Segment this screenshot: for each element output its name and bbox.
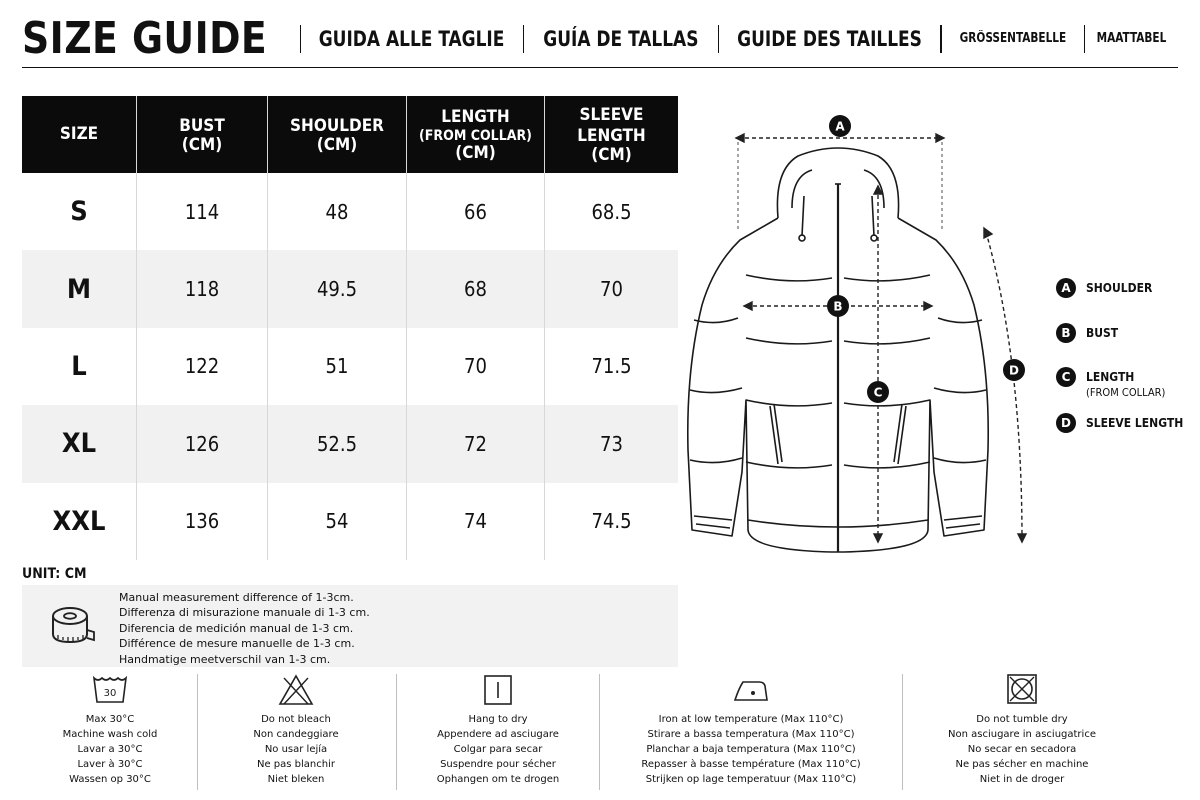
measurement-note (22, 585, 678, 667)
care-line: No secar en secadora (967, 744, 1077, 755)
size-cell: S (22, 173, 137, 250)
care-bleach (214, 672, 378, 792)
care-wash (40, 672, 180, 792)
legend-label: SHOULDER (1086, 281, 1153, 295)
care-line: Ne pas sécher en machine (955, 759, 1089, 770)
care-line: Niet bleken (267, 774, 325, 785)
legend-item (1056, 367, 1165, 400)
care-line: Max 30°C (85, 714, 135, 725)
value-cell: 52.5 (268, 405, 407, 482)
size-cell: XL (22, 405, 137, 482)
care-line: Repasser à basse température (Max 110°C) (641, 759, 861, 770)
value-cell: 68.5 (591, 199, 632, 224)
care-line: Non asciugare in asciugatrice (948, 729, 1096, 740)
divider (940, 25, 941, 53)
value-cell: 118 (137, 250, 268, 327)
diagram-markers (827, 115, 1025, 403)
title-french: GUIDE DES TAILLES (737, 26, 923, 51)
unit-label: UNIT: CM (22, 566, 87, 582)
header (22, 10, 1178, 68)
svg-text:A: A (835, 119, 845, 134)
divider (523, 25, 524, 53)
header-bust: BUST (CM) (137, 96, 268, 173)
value-cell: 72 (407, 405, 545, 482)
note-line: Handmatige meetverschil van 1-3 cm. (119, 652, 331, 666)
table-row (22, 173, 678, 250)
care-line: Colgar para secar (453, 744, 543, 755)
value-cell: 48 (268, 173, 407, 250)
value-cell: 74.5 (591, 509, 632, 534)
value-cell: 74 (407, 483, 545, 560)
value-cell: 122 (137, 328, 268, 405)
care-instructions (0, 668, 1200, 800)
no-tumble-dry-icon (1002, 672, 1042, 708)
care-line: Lavar a 30°C (77, 744, 143, 755)
iron-low-icon (731, 672, 771, 708)
value-cell: 71.5 (591, 354, 632, 379)
table-row (22, 405, 678, 482)
divider (1084, 25, 1085, 53)
measuring-tape-icon (48, 602, 96, 650)
header-sleeve-length: SLEEVE LENGTH (CM) (577, 105, 646, 165)
header-length: LENGTH (FROM COLLAR) (CM) (407, 96, 545, 173)
table-row (22, 250, 678, 327)
value-cell: 114 (137, 173, 268, 250)
table-header (22, 96, 678, 173)
value-cell: 126 (137, 405, 268, 482)
divider (197, 674, 198, 790)
note-line: Diferencia de medición manual de 1-3 cm. (119, 621, 354, 635)
divider (599, 674, 600, 790)
care-line: Planchar a baja temperatura (Max 110°C) (646, 744, 856, 755)
note-line: Differenza di misurazione manuale di 1-3 cm. (119, 606, 370, 620)
care-line: Iron at low temperature (Max 110°C) (658, 714, 844, 725)
note-line: Manual measurement difference of 1-3cm. (119, 591, 354, 604)
note-text (119, 590, 370, 667)
value-cell: 51 (268, 328, 407, 405)
care-line: Hang to dry (468, 714, 528, 725)
size-cell: XXL (22, 483, 137, 560)
value-cell: 68 (407, 250, 545, 327)
divider (396, 674, 397, 790)
value-cell: 70 (407, 328, 545, 405)
value-cell: 49.5 (268, 250, 407, 327)
care-line: Do not bleach (261, 714, 331, 725)
marker-c-icon (867, 381, 889, 403)
legend-label: SLEEVE LENGTH (1086, 416, 1184, 430)
legend-badge: A (1056, 278, 1076, 298)
care-line: Stirare a bassa temperatura (Max 110°C) (647, 729, 855, 740)
care-line: Wassen op 30°C (69, 774, 151, 785)
marker-a-icon (829, 115, 851, 137)
page-title: SIZE GUIDE (22, 13, 268, 64)
title-dutch: MAATTABEL (1096, 31, 1167, 46)
care-line: Non candeggiare (253, 729, 339, 740)
value-cell: 54 (268, 483, 407, 560)
care-line: Do not tumble dry (976, 714, 1068, 725)
value-cell: 136 (137, 483, 268, 560)
header-shoulder: SHOULDER (CM) (268, 96, 407, 173)
title-italian: GUIDA ALLE TAGLIE (319, 26, 505, 51)
svg-text:D: D (1009, 363, 1019, 378)
jacket-diagram (680, 100, 1040, 560)
legend-label: BUST (1086, 326, 1119, 340)
care-line: Ne pas blanchir (256, 759, 335, 770)
svg-text:C: C (873, 385, 883, 400)
care-line: Strijken op lage temperatuur (Max 110°C) (645, 774, 857, 785)
divider (300, 25, 301, 53)
svg-text:30: 30 (103, 688, 117, 699)
header-size: SIZE (22, 96, 137, 173)
care-dry (410, 672, 586, 792)
size-cell: L (22, 328, 137, 405)
table-row (22, 328, 678, 405)
legend-item (1056, 278, 1152, 298)
legend-item (1056, 413, 1183, 433)
legend-item (1056, 323, 1118, 343)
care-line: Machine wash cold (62, 729, 158, 740)
care-tumble (936, 672, 1108, 792)
hang-dry-icon (478, 672, 518, 708)
title-german: GRÖSSENTABELLE (959, 31, 1066, 46)
legend-badge: C (1056, 367, 1076, 387)
table-row (22, 483, 678, 560)
marker-d-icon (1003, 359, 1025, 381)
value-cell: 66 (407, 173, 545, 250)
title-spanish: GUÍA DE TALLAS (543, 26, 699, 51)
svg-text:B: B (833, 299, 843, 314)
care-iron (616, 672, 886, 792)
value-cell: 73 (600, 431, 623, 456)
size-cell: M (22, 250, 137, 327)
value-cell: 70 (600, 277, 623, 302)
legend-badge: B (1056, 323, 1076, 343)
care-line: Ophangen om te drogen (436, 774, 560, 785)
divider (902, 674, 903, 790)
size-table (22, 96, 678, 560)
care-line: Appendere ad asciugare (437, 729, 559, 740)
care-line: Niet in de droger (979, 774, 1065, 785)
no-bleach-icon (276, 672, 316, 708)
wash-30-icon (90, 672, 130, 708)
care-line: No usar lejía (264, 744, 328, 755)
care-line: Suspendre pour sécher (440, 759, 556, 770)
care-line: Laver à 30°C (77, 759, 143, 770)
divider (718, 25, 719, 53)
legend-label: LENGTH (FROM COLLAR) (1086, 370, 1166, 399)
legend-badge: D (1056, 413, 1076, 433)
marker-b-icon (827, 295, 849, 317)
note-line: Différence de mesure manuelle de 1-3 cm. (119, 637, 355, 651)
